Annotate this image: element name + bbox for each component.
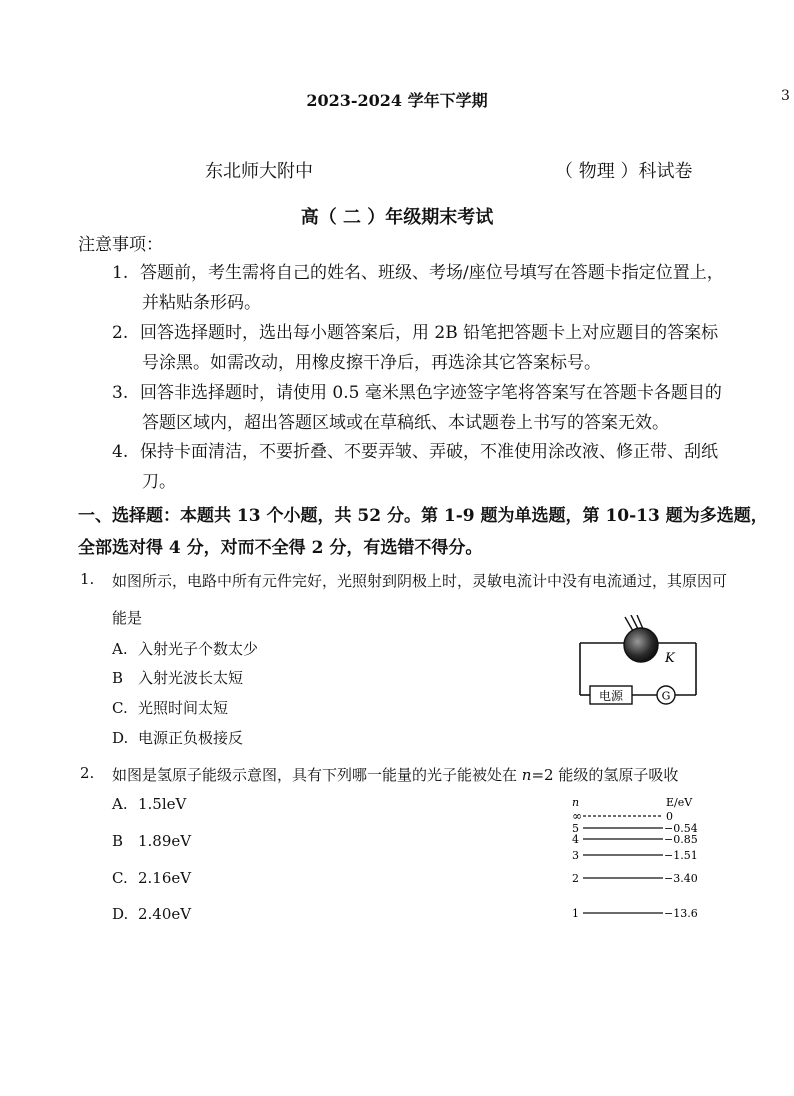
option-text: 电源正负极接反 (138, 729, 244, 747)
level-energy-label: −1.51 (664, 849, 698, 862)
level-n-label: 5 (572, 822, 579, 835)
option-letter: D. (112, 905, 129, 923)
stem-text: 如图是氢原子能级示意图，具有下列哪一能量的光子能被处在 (112, 766, 522, 784)
question-1-option-a (112, 638, 258, 659)
level-energy-label: 0 (666, 810, 673, 823)
option-letter: A. (112, 640, 128, 658)
note-text-continued: 答题区域内，超出答题区域或在草稿纸、本试题卷上书写的答案无效。 (142, 413, 669, 433)
question-1-option-b (112, 667, 243, 688)
question-1-number: 1. (80, 570, 95, 588)
option-letter: C. (112, 869, 128, 887)
page-number: 3 (781, 88, 790, 104)
question-2-option-a (112, 795, 186, 813)
note-item-4 (112, 437, 772, 497)
question-2-number: 2. (80, 764, 95, 782)
phototube-icon (624, 628, 658, 662)
section-heading (78, 500, 778, 564)
note-number: 1. (112, 263, 129, 283)
question-1-option-c (112, 697, 228, 718)
section-heading-line1: 一、选择题：本题共 13 个小题，共 52 分。第 1-9 题为单选题，第 10-13 题为多选题， (78, 506, 768, 526)
question-1-option-d (112, 727, 243, 748)
question-1-stem: 如图所示，电路中所有元件完好，光照射到阴极上时，灵敏电流计中没有电流通过，其原因可 (112, 572, 728, 590)
note-item-3 (112, 378, 772, 438)
question-2-option-c (112, 869, 191, 887)
option-text: 1.5leV (138, 795, 187, 813)
note-item-2 (112, 318, 772, 378)
option-text: 入射光波长太短 (138, 669, 244, 687)
notes-title: 注意事项： (78, 235, 163, 255)
question-2-option-b (112, 832, 191, 850)
level-energy-label: −13.6 (664, 907, 698, 920)
galvanometer-label: G (661, 689, 671, 703)
note-text-continued: 刀。 (142, 472, 176, 492)
subject-title: （ 物理 ）科试卷 (555, 161, 693, 182)
option-letter: A. (112, 795, 128, 813)
note-text: 回答非选择题时，请使用 0.5 毫米黑色字迹签字笔将答案写在答题卡各题目的 (140, 383, 722, 403)
cathode-label: K (665, 651, 675, 666)
level-n-label: 2 (572, 872, 579, 885)
note-number: 3. (112, 383, 129, 403)
level-energy-label: −3.40 (664, 872, 698, 885)
option-letter: D. (112, 729, 129, 747)
option-text: 入射光子个数太少 (138, 640, 259, 658)
option-text: 2.16eV (138, 869, 192, 887)
level-n-label: ∞ (572, 809, 582, 823)
light-ray-icon (625, 617, 633, 631)
note-text: 回答选择题时，选出每小题答案后，用 2B 铅笔把答题卡上对应题目的答案标 (140, 323, 719, 343)
level-energy-label: −0.54 (664, 822, 698, 835)
question-2-option-d (112, 905, 191, 923)
n-axis-header: n (572, 796, 580, 809)
note-text-continued: 号涂黑。如需改动，用橡皮擦干净后，再选涂其它答案标号。 (142, 353, 601, 373)
note-text-continued: 并粘贴条形码。 (142, 293, 261, 313)
school-name: 东北师大附中 (205, 161, 313, 182)
power-source-label: 电源 (598, 689, 624, 703)
year-term-title: 2023-2024 学年下学期 (306, 91, 488, 110)
photoelectric-circuit-figure (570, 615, 710, 715)
note-text: 答题前，考生需将自己的姓名、班级、考场/座位号填写在答题卡指定位置上， (140, 263, 724, 283)
option-letter: C. (112, 699, 128, 717)
exam-title: 高（ 二 ）年级期末考试 (300, 207, 494, 228)
note-text: 保持卡面清洁，不要折叠、不要弄皱、弄破，不准使用涂改液、修正带、刮纸 (140, 442, 718, 462)
note-number: 4. (112, 442, 129, 462)
stem-text: =2 能级的氢原子吸收 (531, 766, 679, 784)
level-n-label: 4 (572, 833, 579, 846)
hydrogen-energy-level-diagram (560, 795, 710, 925)
section-heading-line2: 全部选对得 4 分，对而不全得 2 分，有选错不得分。 (78, 538, 483, 558)
question-2-stem (112, 764, 678, 785)
option-text: 1.89eV (138, 832, 192, 850)
level-energy-label: −0.85 (664, 833, 698, 846)
option-letter: B (112, 669, 124, 687)
question-1-stem-continued: 能是 (112, 609, 143, 627)
stem-variable: n (521, 766, 532, 784)
energy-axis-header: E/eV (666, 796, 693, 809)
note-item-1 (112, 258, 772, 318)
level-n-label: 1 (572, 907, 579, 920)
light-ray-icon (637, 615, 643, 629)
light-ray-icon (631, 615, 638, 629)
option-letter: B (112, 832, 124, 850)
level-n-label: 3 (572, 849, 579, 862)
option-text: 2.40eV (138, 905, 192, 923)
note-number: 2. (112, 323, 129, 343)
option-text: 光照时间太短 (138, 699, 229, 717)
